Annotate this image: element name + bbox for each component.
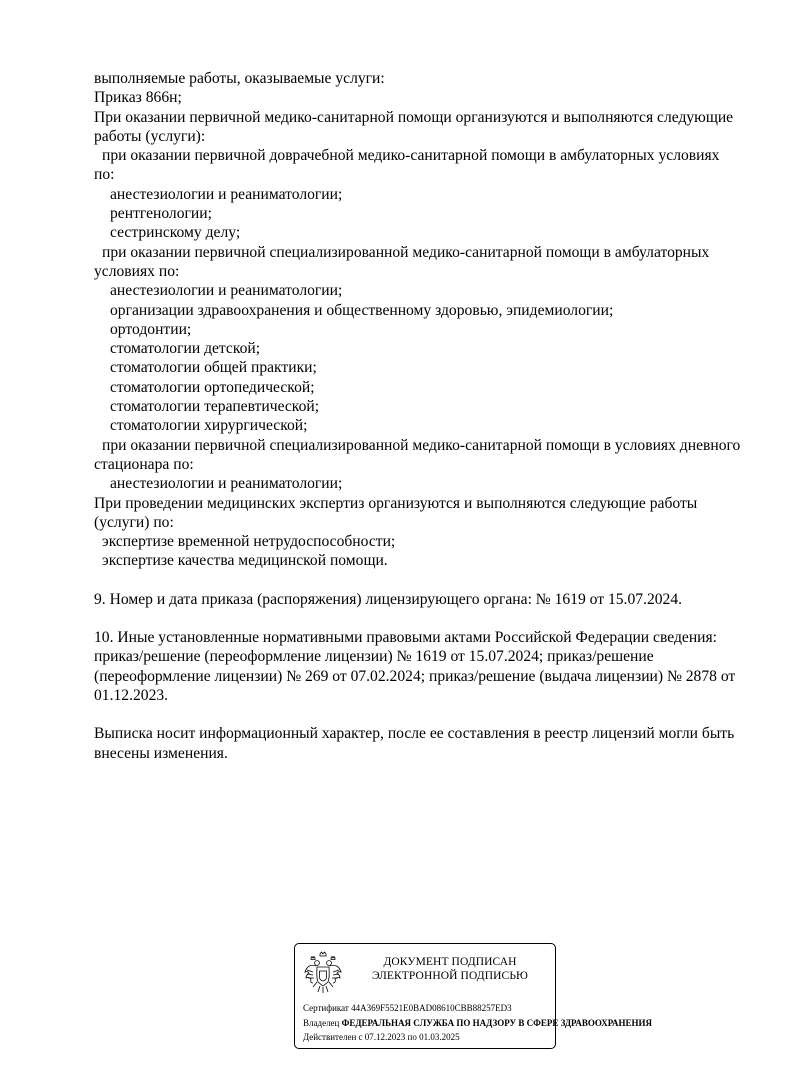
valid-to-label: по xyxy=(407,1032,417,1042)
stamp-title xyxy=(345,956,555,983)
text-line: стоматологии общей практики; xyxy=(110,359,317,377)
text-line: условиях по: xyxy=(94,262,180,280)
certificate-label: Сертификат xyxy=(303,1003,349,1013)
text-line: (услуги) по: xyxy=(94,513,174,531)
text-line: При проведении медицинских экспертиз организуются и выполняются следующие работы xyxy=(94,494,698,512)
text-line: внесены изменения. xyxy=(94,744,228,762)
text-line: (переоформление лицензии) № 269 от 07.02.2024; приказ/решение (выдача лицензии) № 2878 от xyxy=(94,667,736,685)
text-line: экспертизе временной нетрудоспособности; xyxy=(102,533,396,551)
text-line: Выписка носит информационный характер, после ее составления в реестр лицензий могли быть xyxy=(94,725,735,743)
text-line: анестезиологии и реаниматологии; xyxy=(110,185,343,203)
text-line: 9. Номер и дата приказа (распоряжения) лицензирующего органа: № 1619 от 15.07.2024. xyxy=(94,590,683,608)
text-line: стоматологии хирургической; xyxy=(110,417,308,435)
text-line: приказ/решение (переоформление лицензии) № 1619 от 15.07.2024; приказ/решение xyxy=(94,648,654,666)
text-line: ортодонтии; xyxy=(110,320,192,338)
stamp-owner xyxy=(303,1018,652,1029)
paragraph-gap xyxy=(94,571,766,590)
stamp-certificate xyxy=(303,1003,512,1014)
text-line: рентгенологии; xyxy=(110,205,212,223)
text-line: при оказании первичной специализированной медико-санитарной помощи в условиях дневного xyxy=(102,436,741,454)
electronic-signature-stamp xyxy=(294,943,653,1049)
owner-value: ФЕДЕРАЛЬНАЯ СЛУЖБА ПО НАДЗОРУ В СФЕРЕ ЗДРАВООХРАНЕНИЯ xyxy=(341,1018,653,1028)
text-line: работы (услуги): xyxy=(94,127,206,145)
text-line: по: xyxy=(94,166,115,184)
paragraph-gap xyxy=(94,705,766,724)
valid-from: 07.12.2023 xyxy=(364,1032,406,1042)
document-body xyxy=(94,69,766,763)
certificate-value: 44A369F5521E0BAD08610CBB88257ED3 xyxy=(351,1003,512,1013)
stamp-title-line-1: ДОКУМЕНТ ПОДПИСАН xyxy=(383,956,517,968)
text-line: организации здравоохранения и общественному здоровью, эпидемиологии; xyxy=(110,301,614,319)
text-line: при оказании первичной доврачебной медико-санитарной помощи в амбулаторных условиях xyxy=(102,147,720,165)
text-line: стоматологии терапевтической; xyxy=(110,398,320,416)
text-line: при оказании первичной специализированной медико-санитарной помощи в амбулаторных xyxy=(102,243,710,261)
text-line: Приказ 866н; xyxy=(94,89,182,107)
owner-label: Владелец xyxy=(303,1018,340,1028)
paragraph-gap xyxy=(94,609,766,628)
text-line: 10. Иные установленные нормативными правовыми актами Российской Федерации сведения: xyxy=(94,629,718,647)
text-line: анестезиологии и реаниматологии; xyxy=(110,282,343,300)
text-line: анестезиологии и реаниматологии; xyxy=(110,475,343,493)
text-line: выполняемые работы, оказываемые услуги: xyxy=(94,70,385,87)
text-line: экспертизе качества медицинской помощи. xyxy=(102,552,388,570)
text-line: стоматологии ортопедической; xyxy=(110,378,315,396)
russian-coat-of-arms-icon xyxy=(303,950,343,994)
text-line: При оказании первичной медико-санитарной помощи организуются и выполняются следующие xyxy=(94,108,734,126)
stamp-title-line-2: ЭЛЕКТРОННОЙ ПОДПИСЬЮ xyxy=(372,969,528,982)
stamp-validity xyxy=(303,1032,460,1043)
valid-to: 01.03.2025 xyxy=(419,1032,460,1042)
valid-label: Действителен с xyxy=(303,1032,363,1042)
text-line: 01.12.2023. xyxy=(94,686,169,704)
text-line: сестринскому делу; xyxy=(110,224,241,242)
text-line: стационара по: xyxy=(94,455,194,473)
text-line: стоматологии детской; xyxy=(110,340,261,358)
